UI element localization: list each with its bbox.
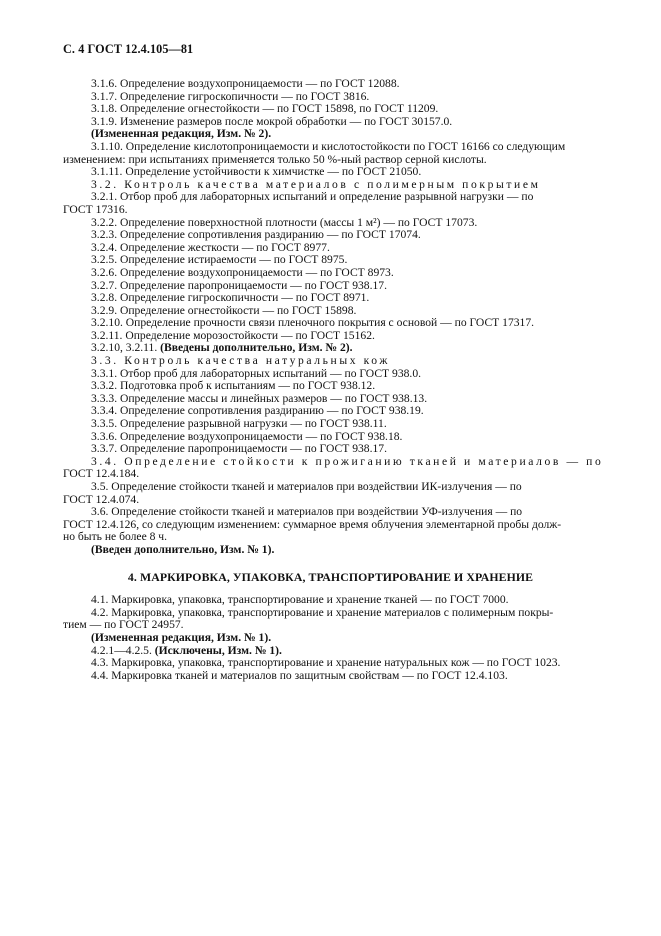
- line-text: 3.1.6. Определение воздухопроницаемости — по ГОСТ 12088.: [91, 77, 400, 90]
- line-text: 3.2.6. Определение воздухопроницаемости — по ГОСТ 8973.: [91, 265, 394, 279]
- line-text: 3.2. Контроль качества материалов с полимерным покрытием: [91, 177, 541, 191]
- line-text: 3.3. Контроль качества натуральных кож: [91, 354, 390, 368]
- document-body: [63, 77, 604, 682]
- line-text: 3.2.10, 3.2.11.: [91, 341, 158, 355]
- line-text: ГОСТ 12.4.184.: [63, 467, 140, 481]
- line-text: (Измененная редакция, Изм. № 1).: [91, 630, 272, 644]
- line-text: ГОСТ 12.4.074.: [63, 492, 140, 506]
- line-text: 3.2.11. Определение морозостойкости — по ГОСТ 15162.: [91, 328, 375, 342]
- line-text: 3.2.9. Определение огнестойкости — по ГОСТ 15898.: [91, 303, 357, 317]
- line-text: 3.3.7. Определение паропроницаемости — по ГОСТ 938.17.: [91, 442, 387, 456]
- line-text: 3.2.5. Определение истираемости — по ГОСТ 8975.: [91, 253, 348, 267]
- line-text: 3.1.11. Определение устойчивости к химчистке — по ГОСТ 21050.: [91, 165, 422, 179]
- amendment-note: (Введены дополнительно, Изм. № 2).: [157, 341, 353, 355]
- line-text: тием — по ГОСТ 24957.: [63, 618, 184, 632]
- line-text: 3.6. Определение стойкости тканей и материалов при воздействии УФ-излучения — по: [91, 505, 523, 519]
- section-3-block: [63, 77, 604, 557]
- line-text: 4.4. Маркировка тканей и материалов по защитным свойствам — по ГОСТ 12.4.103.: [91, 668, 508, 682]
- line-text: 3.3.6. Определение воздухопроницаемости — по ГОСТ 938.18.: [91, 429, 403, 443]
- line-text: 3.1.7. Определение гигроскопичности — по ГОСТ 3816.: [91, 89, 370, 103]
- line-text: 4.1. Маркировка, упаковка, транспортирование и хранение тканей — по ГОСТ 7000.: [91, 593, 509, 607]
- line-text: 3.2.1. Отбор проб для лабораторных испытаний и определение разрывной нагрузки — по: [91, 190, 534, 204]
- text-line: [63, 481, 598, 494]
- line-text: 3.3.1. Отбор проб для лабораторных испытаний — по ГОСТ 938.0.: [91, 366, 422, 380]
- line-text: 3.2.3. Определение сопротивления раздиранию — по ГОСТ 17074.: [91, 228, 421, 242]
- line-text: 3.1.10. Определение кислотопроницаемости и кислотостойкости по ГОСТ 16166 со следующим: [91, 139, 566, 153]
- line-text: ГОСТ 17316.: [63, 202, 128, 216]
- line-text: 3.1.8. Определение огнестойкости — по ГОСТ 15898, по ГОСТ 11209.: [91, 102, 439, 116]
- line-text: 3.2.8. Определение гигроскопичности — по ГОСТ 8971.: [91, 291, 370, 305]
- amendment-note: [63, 544, 598, 557]
- line-text: ГОСТ 12.4.126, со следующим изменением: суммарное время облучения элементарной пробы долж-: [63, 517, 562, 531]
- line-text: 3.3.5. Определение разрывной нагрузки — по ГОСТ 938.11.: [91, 417, 387, 431]
- line-text: 3.2.10. Определение прочности связи пленочного покрытия с основой — по ГОСТ 17317.: [91, 316, 535, 330]
- line-text: 3.3.2. Подготовка проб к испытаниям — по ГОСТ 938.12.: [91, 379, 376, 393]
- page-header: С. 4 ГОСТ 12.4.105—81: [63, 42, 194, 56]
- line-text: 3.4. Определение стойкости к прожиганию тканей и материалов — по: [91, 454, 604, 468]
- line-text: но быть не более 8 ч.: [63, 530, 168, 544]
- amendment-note: (Исключены, Изм. № 1).: [151, 643, 282, 657]
- line-text: 3.2.7. Определение паропроницаемости — по ГОСТ 938.17.: [91, 278, 387, 292]
- line-text: 3.5. Определение стойкости тканей и материалов при воздействии ИК-излучения — по: [91, 480, 522, 493]
- line-text: (Измененная редакция, Изм. № 2).: [91, 127, 272, 141]
- line-text: 3.3.3. Определение массы и линейных размеров — по ГОСТ 938.13.: [91, 391, 428, 405]
- line-text: 3.2.4. Определение жесткости — по ГОСТ 8977.: [91, 240, 330, 254]
- line-text: 4.2. Маркировка, упаковка, транспортирование и хранение материалов с полимерным покры-: [91, 605, 554, 619]
- line-text: 4.3. Маркировка, упаковка, транспортирование и хранение натуральных кож — по ГОСТ 1023.: [91, 656, 561, 670]
- section-4-title: 4. МАРКИРОВКА, УПАКОВКА, ТРАНСПОРТИРОВАНИЕ И ХРАНЕНИЕ: [127, 569, 534, 584]
- section-4-block: [63, 594, 598, 682]
- line-text: 3.1.9. Изменение размеров после мокрой обработки — по ГОСТ 30157.0.: [91, 114, 453, 128]
- text-line: [63, 454, 604, 469]
- text-line: [63, 191, 598, 204]
- line-text: 3.3.4. Определение сопротивления раздиранию — по ГОСТ 938.19.: [91, 404, 424, 418]
- line-text: изменением: при испытаниях применяется только 50 %-ный раствор серной кислоты.: [63, 152, 487, 166]
- line-text: (Введен дополнительно, Изм. № 1).: [91, 542, 275, 556]
- text-line: [63, 670, 598, 683]
- line-text: 4.2.1—4.2.5.: [91, 643, 152, 657]
- line-text: 3.2.2. Определение поверхностной плотности (массы 1 м²) — по ГОСТ 17073.: [91, 215, 478, 229]
